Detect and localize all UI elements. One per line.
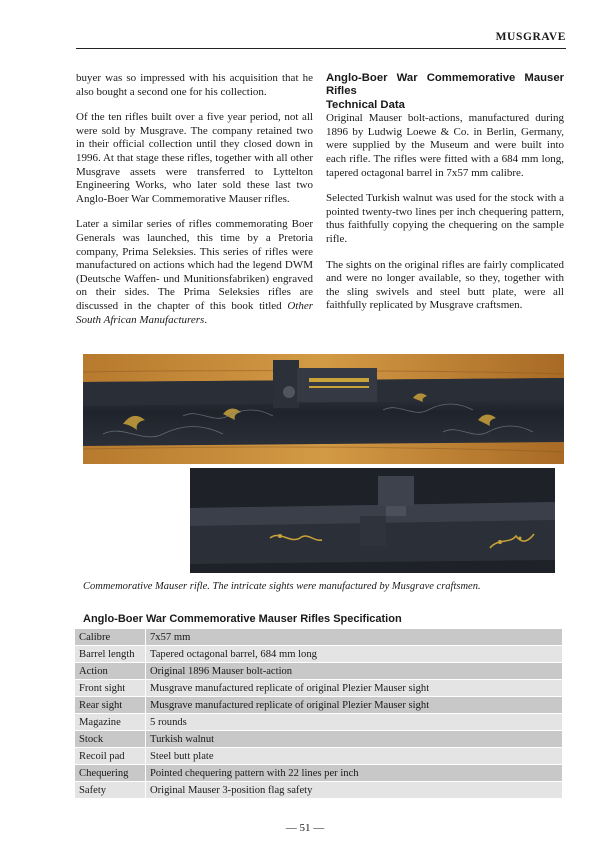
spec-table xyxy=(75,629,562,799)
table-row xyxy=(75,714,562,731)
right-paragraph-2: Selected Turkish walnut was used for the stock with a pointed twenty-two lines per inch chequering pattern, thus faithfully copying the chequering on the sample rifle. xyxy=(326,192,564,245)
spec-label: Front sight xyxy=(75,680,146,697)
page-header xyxy=(0,0,610,48)
spec-value: Original Mauser 3-position flag safety xyxy=(146,782,563,799)
table-row xyxy=(75,680,562,697)
section-title-line-1: Anglo-Boer War Commemorative Mauser Rifles xyxy=(326,72,564,98)
page-number: — 51 — xyxy=(285,822,325,834)
spec-value: Original 1896 Mauser bolt-action xyxy=(146,663,563,680)
left-paragraph-2: Of the ten rifles built over a five year period, not all were sold by Musgrave. The company retained two in their official collection until they closed down in 1996. At that stage these rifles, together with all other Musgrave assets were transferred to Lyttelton Engineering Works, who later sold these last two Anglo-Boer War Commemorative Mauser rifles. xyxy=(76,111,313,205)
table-row xyxy=(75,782,562,799)
spec-label: Stock xyxy=(75,731,146,748)
rifle-action-illustration xyxy=(83,354,564,464)
spec-label: Action xyxy=(75,663,146,680)
rifle-action-photo xyxy=(83,354,564,464)
rifle-barrel-illustration xyxy=(190,468,555,573)
spec-value: Pointed chequering pattern with 22 lines per inch xyxy=(146,765,563,782)
running-header-title: MUSGRAVE xyxy=(495,31,566,43)
book-title-reference: Other South African Manufacturers xyxy=(76,299,314,326)
figure-caption: Commemorative Mauser rifle. The intricate sights were manufactured by Musgrave craftsmen. xyxy=(83,581,481,592)
paragraph-end-punct: . xyxy=(204,313,208,326)
spec-value: Musgrave manufactured replicate of original Plezier Mauser sight xyxy=(146,697,563,714)
right-paragraph-3: The sights on the original rifles are fairly complicated and were no longer available, so they, together with the sling swivels and steel butt plate, were all faithfully replicated by Musgrave craftsmen. xyxy=(326,258,564,312)
spec-value: 5 rounds xyxy=(146,714,563,731)
table-row xyxy=(75,697,562,714)
table-row xyxy=(75,748,562,765)
left-paragraph-3-text: Later a similar series of rifles commemorating Boer Generals was launched, this time by a Pretoria company, Prima Seleksies. This series of rifles were manufactured on actions which had the legend DWM (Deutsche Waffen- und Munitionsfabriken) engraved on their sides. The Prima Seleksies rifles are discussed in the chapter of this book titled xyxy=(76,218,313,312)
spec-value: 7x57 mm xyxy=(146,629,563,646)
spec-table-title: Anglo-Boer War Commemorative Mauser Rifles Specification xyxy=(83,613,402,625)
table-row xyxy=(75,765,562,782)
spec-label: Rear sight xyxy=(75,697,146,714)
spec-value: Tapered octagonal barrel, 684 mm long xyxy=(146,646,563,663)
spec-label: Magazine xyxy=(75,714,146,731)
spec-label: Safety xyxy=(75,782,146,799)
spec-label: Barrel length xyxy=(75,646,146,663)
table-row xyxy=(75,663,562,680)
right-paragraph-1: Original Mauser bolt-actions, manufactured during 1896 by Ludwig Loewe & Co. in Berlin, Germany, were supplied by the Museum and were built into each rifle. The rifles were fitted with a 684 mm long, tapered octagonal barrel in 7x57 mm calibre. xyxy=(326,112,564,179)
spec-value: Turkish walnut xyxy=(146,731,563,748)
spec-value: Steel butt plate xyxy=(146,748,563,765)
left-column xyxy=(76,72,313,339)
right-column xyxy=(326,72,564,325)
left-paragraph-1: buyer was so impressed with his acquisition that he also bought a second one for his collection. xyxy=(76,72,313,98)
left-paragraph-3 xyxy=(76,218,313,327)
section-title-line-2: Technical Data xyxy=(326,98,405,111)
spec-label: Calibre xyxy=(75,629,146,646)
table-row xyxy=(75,731,562,748)
header-rule xyxy=(76,48,566,49)
rifle-barrel-photo xyxy=(190,468,555,573)
spec-label: Chequering xyxy=(75,765,146,782)
table-row xyxy=(75,646,562,663)
spec-value: Musgrave manufactured replicate of original Plezier Mauser sight xyxy=(146,680,563,697)
table-row xyxy=(75,629,562,646)
spec-label: Recoil pad xyxy=(75,748,146,765)
